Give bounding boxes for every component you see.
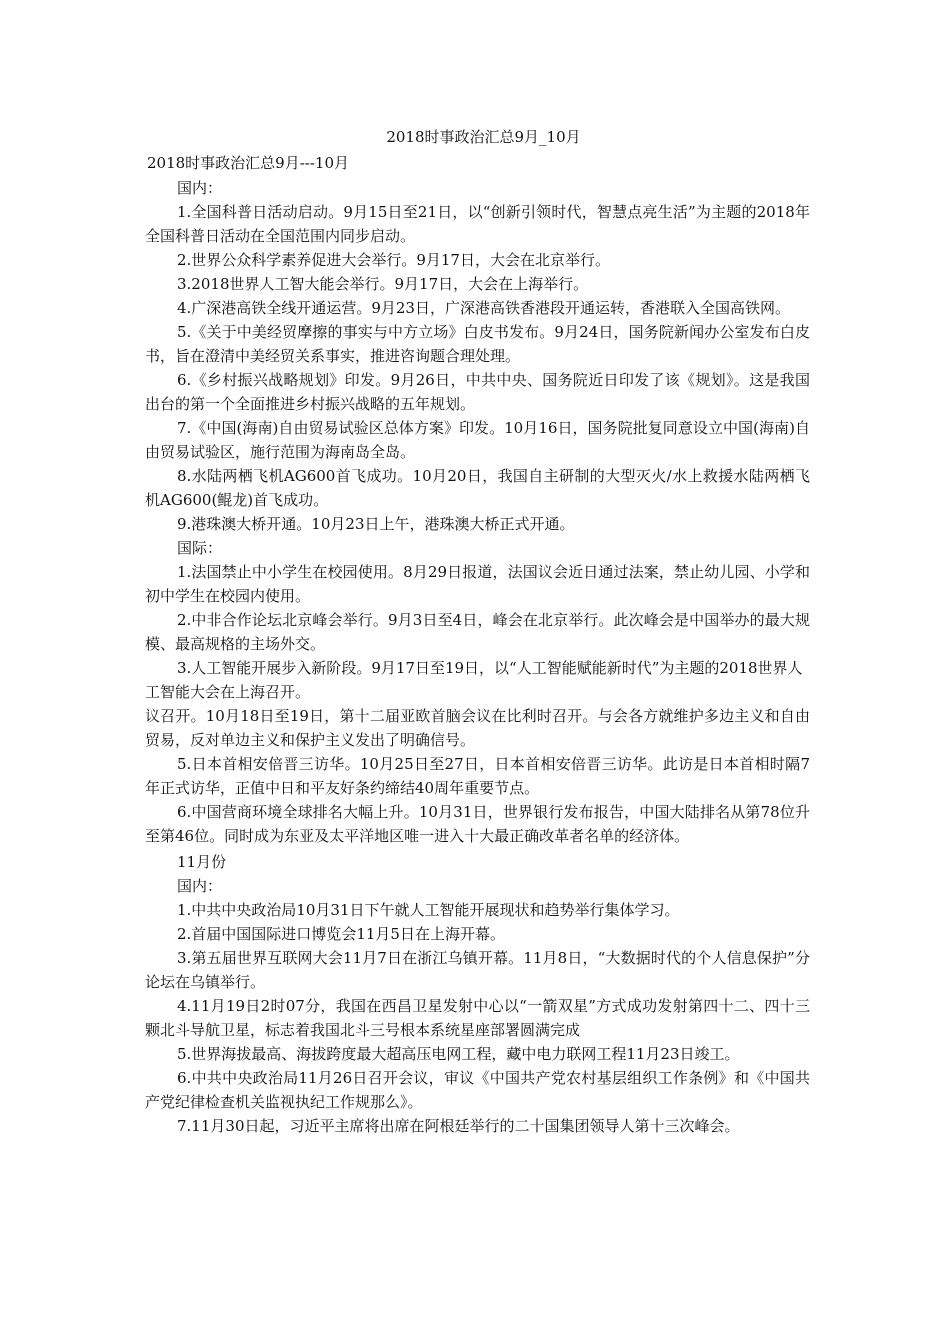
section-heading-domestic: 国内： (177, 179, 223, 197)
paragraph-item: 7.《中国(海南)自由贸易试验区总体方案》印发。10月16日，国务院批复同意设立中国(海南)自由贸易试验区，施行范围为海南岛全岛。 (145, 419, 810, 461)
paragraph-item: 2.中非合作论坛北京峰会举行。9月3日至4日，峰会在北京举行。此次峰会是中国举办的最大规模、最高规格的主场外交。 (145, 611, 810, 653)
paragraph-item: 8.水陆两栖飞机AG600首飞成功。10月20日，我国自主研制的大型灭火/水上救援水陆两栖飞机AG600(鲲龙)首飞成功。 (145, 467, 810, 509)
section-heading-november: 11月份 (177, 853, 227, 871)
paragraph-item: 5.世界海拔最高、海拔跨度最大超高压电网工程，藏中电力联网工程11月23日竣工。 (177, 1045, 740, 1063)
paragraph-item: 4.广深港高铁全线开通运营。9月23日，广深港高铁香港段开通运转，香港联入全国高铁网。 (177, 299, 790, 317)
paragraph-item: 4.11月19日2时07分，我国在西昌卫星发射中心以“一箭双星”方式成功发射第四十二、四十三颗北斗导航卫星，标志着我国北斗三号根本系统星座部署圆满完成 (145, 997, 810, 1039)
section-subheading-domestic: 国内： (177, 877, 223, 895)
paragraph-item: 3.人工智能开展步入新阶段。9月17日至19日，以“人工智能赋能新时代”为主题的2018世界人工智能大会在上海召开。 (145, 659, 803, 701)
paragraph-item: 3.第五届世界互联网大会11月7日在浙江乌镇开幕。11月8日，“大数据时代的个人信息保护”分论坛在乌镇举行。 (145, 949, 810, 991)
paragraph-item: 1.中共中央政治局10月31日下午就人工智能开展现状和趋势举行集体学习。 (177, 901, 680, 919)
document-page (145, 124, 810, 1138)
paragraph-item: 3.2018世界人工智大能会举行。9月17日，大会在上海举行。 (177, 275, 589, 293)
paragraph-continuation: 议召开。10月18日至19日，第十二届亚欧首脑会议在比利时召开。与会各方就维护多边主义和自由贸易，反对单边主义和保护主义发出了明确信号。 (145, 707, 810, 749)
paragraph-item: 2.首届中国国际进口博览会11月5日在上海开幕。 (177, 925, 505, 943)
paragraph-item: 6.中共中央政治局11月26日召开会议，审议《中国共产党农村基层组织工作条例》和《中国共产党纪律检查机关监视执纪工作规那么》。 (145, 1069, 810, 1111)
document-title: 2018时事政治汇总9月_10月 (386, 128, 581, 146)
paragraph-item: 1.全国科普日活动启动。9月15日至21日，以“创新引领时代，智慧点亮生活”为主题的2018年全国科普日活动在全国范围内同步启动。 (145, 203, 810, 245)
paragraph-item: 7.11月30日起，习近平主席将出席在阿根廷举行的二十国集团领导人第十三次峰会。 (177, 1117, 740, 1135)
section-heading-international: 国际： (177, 539, 223, 557)
paragraph-item: 6.中国营商环境全球排名大幅上升。10月31日，世界银行发布报告，中国大陆排名从第78位升至第46位。同时成为东亚及太平洋地区唯一进入十大最正确改革者名单的经济体。 (145, 803, 810, 845)
paragraph-item: 1.法国禁止中小学生在校园使用。8月29日报道，法国议会近日通过法案，禁止幼儿园、小学和初中学生在校园内使用。 (145, 563, 810, 605)
document-subtitle: 2018时事政治汇总9月---10月 (147, 154, 350, 172)
paragraph-item: 6.《乡村振兴战略规划》印发。9月26日，中共中央、国务院近日印发了该《规划》。这是我国出台的第一个全面推进乡村振兴战略的五年规划。 (145, 371, 810, 413)
paragraph-item: 9.港珠澳大桥开通。10月23日上午，港珠澳大桥正式开通。 (177, 515, 575, 533)
paragraph-item: 2.世界公众科学素养促进大会举行。9月17日，大会在北京举行。 (177, 251, 610, 269)
paragraph-item: 5.日本首相安倍晋三访华。10月25日至27日，日本首相安倍晋三访华。此访是日本首相时隔7年正式访华，正值中日和平友好条约缔结40周年重要节点。 (145, 755, 810, 797)
paragraph-item: 5.《关于中美经贸摩擦的事实与中方立场》白皮书发布。9月24日，国务院新闻办公室发布白皮书，旨在澄清中美经贸关系事实，推进咨询题合理处理。 (145, 323, 810, 365)
